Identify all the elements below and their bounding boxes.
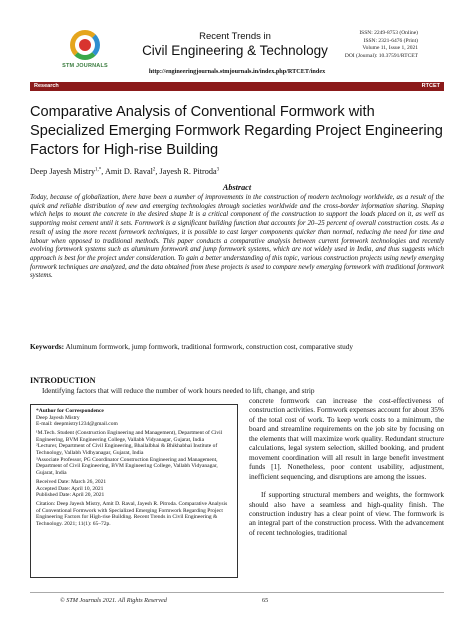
abstract-text: Today, because of globalization, there have been a number of improvements in the construction of modern technology worldwide, as a result of the quick and reliable distribution of new and emerging technologies through societies worldwide and the cross-border information sharing. Shaping which helps to mount the concrete in the desired shape It is a critical component of the construction to support the loads placed on it, as well as supporting moist cement until it sets. Formwork is a significant building function that accounts for 20–25 percent of overall construction costs. As a result of using the more recent formwork techniques, it is possible to cast larger components quicker than normal, reducing the need for time and labour when opposed to traditional methods. This paper conducts a comparative analysis between current formwork technologies and recently evolving formwork systems such as aluminum formwork and jump formwork systems, which are not widely used in India, and thus suggests which approach is best for the project under consideration. To gain a better understanding of this topic, various construction projects using newly emerging formwork techniques are analyzed, and the data obtained from these projects is used to compare newly emerging formwork with traditional formwork systems. <box>30 194 444 280</box>
correspondence-name: Deep Jayesh Mistry <box>36 414 80 421</box>
citation: Citation: Deep Jayesh Mistry, Amit D. Raval, Jayesh R. Pitroda. Comparative Analysis of Conventional Formwork with Specialized Emerging Formwork Regarding Project Engineering Factors for High-rise Building. Recent Trends in Civil Engineering & Technology. 2021; 11(1): 65–72p. <box>36 501 228 527</box>
copyright: © STM Journals 2021. All Rights Reserved <box>60 597 167 604</box>
publisher-logo <box>57 30 113 69</box>
volume-issue: Volume 11, Issue 1, 2021 <box>362 45 418 52</box>
correspondence-heading: *Author for Correspondence <box>36 408 104 414</box>
journal-url-link[interactable]: http://engineeringjournals.stmjournals.in/index.php/RTCET/index <box>148 68 326 75</box>
issn-online: ISSN: 2249-8753 (Online) <box>359 30 418 36</box>
journal-doi: DOI (Journal): 10.37591/RTCET <box>344 52 418 59</box>
correspondence-email[interactable]: E-mail: deepmistry1234@gmail.com <box>36 421 118 428</box>
page-number: 65 <box>262 597 269 604</box>
stm-logo-icon <box>70 30 100 60</box>
keywords-label: Keywords: <box>30 342 65 351</box>
logo-text: STM JOURNALS <box>62 63 108 69</box>
author-list: Deep Jayesh Mistry$^{1,*}$, Amit D. Raval$^2$, Jayesh R. Pitroda$^3$ <box>30 167 220 176</box>
journal-name-line1: Recent Trends in <box>199 31 271 42</box>
journal-name-line2: Civil Engineering & Technology <box>142 43 328 58</box>
introduction-lead: Identifying factors that will reduce the number of work hours needed to lift, change, and strip <box>42 386 315 395</box>
received-date: Received Date: March 26, 2021 <box>36 478 107 485</box>
intro-paragraph-1: concrete formwork can increase the cost-effectiveness of construction activities. Formwork expenses account for about 35% of the total cost of work. To keep work costs to a minimum, the board and streamline requirements on the job site by focusing on the elements that will maximize work quality. Redundant structure calculations, legal system selection, skilled booking, and prudent movement coordination will all result in large benefit investment funds [1]. Nonetheless, poor content usability, adjustment, inefficient sequencing, and disruptions are among the issues. <box>249 396 444 481</box>
keywords <box>30 342 444 351</box>
affiliation-3: ³Associate Professor, PG Coordinator Construction Engineering and Management, Department of Civil Engineering, BVM Engineering College, Vallabh Vidyanagar, Gujarat, India <box>36 456 218 476</box>
affiliation-1: ¹M.Tech. Student (Construction Engineering and Management), Department of Civil Engineering, BVM Engineering College, Vallabh Vidyanagar, Gujarat, India <box>36 430 223 443</box>
keywords-text: Aluminum formwork, jump formwork, traditional formwork, construction cost, comparative study <box>65 342 354 351</box>
correspondence-box <box>30 404 238 578</box>
published-date: Published Date: April 20, 2021 <box>36 492 105 499</box>
issn-block <box>345 30 418 60</box>
article-title: Comparative Analysis of Conventional Formwork with Specialized Emerging Formwork Regarding Project Engineering Factors for High-rise Building <box>30 104 443 158</box>
section-bar <box>30 82 444 91</box>
introduction-heading: INTRODUCTION <box>30 376 96 385</box>
issn-print: ISSN: 2321-6476 (Print) <box>363 37 418 44</box>
introduction-right-column <box>249 396 444 546</box>
footer-divider <box>30 592 444 593</box>
journal-abbrev: RTCET <box>421 83 440 89</box>
affiliation-2: ²Lecturer, Department of Civil Engineering, Bhailalbhai & Bhikhabhai Institute of Technology, Vallabh Vidhyanagar, Gujarat, India <box>36 443 218 457</box>
abstract-heading: Abstract <box>222 183 252 192</box>
intro-paragraph-2: If supporting structural members and weights, the formwork should also have a seamless and high-quality finish. The construction industry has a clear point of view. The formwork is an integral part of the construction process. With the advancement of recent technologies, traditional <box>249 490 444 537</box>
section-label: Research <box>34 83 59 89</box>
accepted-date: Accepted Date: April 10, 2021 <box>36 485 104 492</box>
